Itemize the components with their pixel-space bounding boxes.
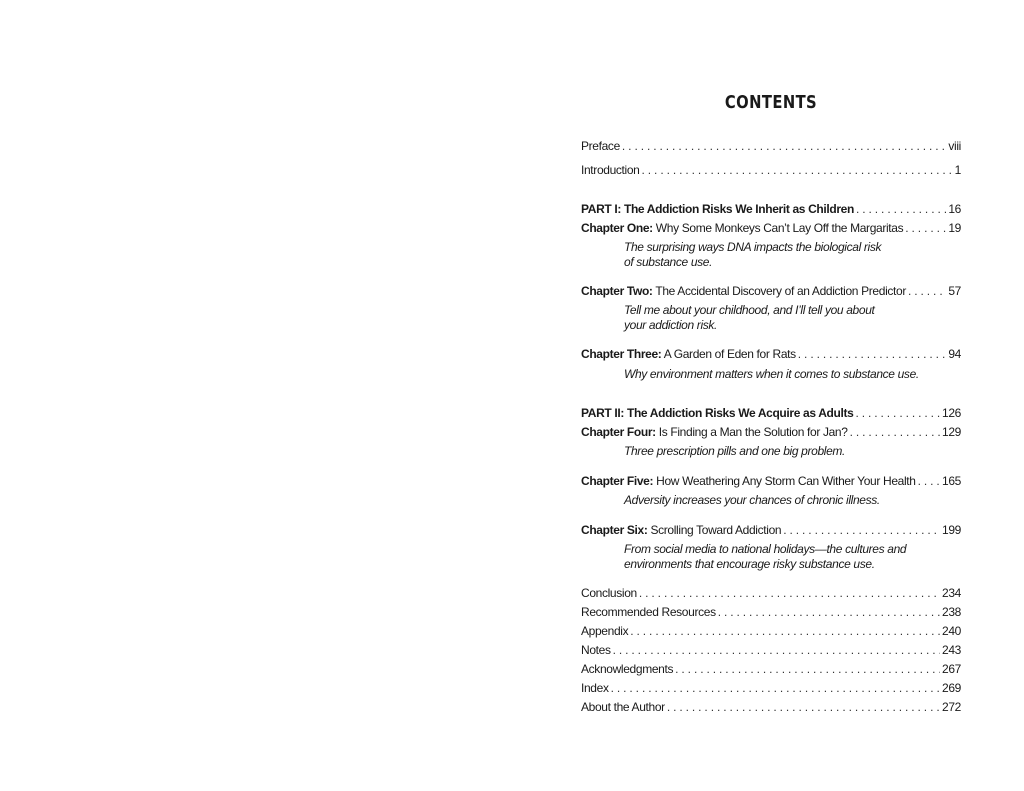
toc-entry-chapter-six[interactable]	[581, 522, 961, 538]
entry-label: Notes	[581, 643, 611, 657]
entry-prefix: Chapter Six:	[581, 523, 648, 537]
entry-page-number: 272	[942, 700, 961, 714]
dot-leader	[667, 699, 940, 715]
entry-prefix: PART II: The Addiction Risks We Acquire as Adults	[581, 406, 854, 420]
entry-page-number: 129	[942, 425, 961, 439]
entry-page-number: 165	[942, 474, 961, 488]
toc-entry-chapter-two[interactable]	[581, 283, 961, 299]
entry-label: The Accidental Discovery of an Addiction Predictor	[652, 284, 906, 298]
toc-entry-notes[interactable]	[581, 642, 961, 658]
entry-page-number: 243	[942, 643, 961, 657]
entry-page-number: 1	[954, 163, 961, 177]
toc-entry-part-two[interactable]	[581, 405, 961, 421]
entry-prefix: PART I: The Addiction Risks We Inherit as Children	[581, 202, 854, 216]
entry-label: Preface	[581, 139, 620, 153]
entry-label: Acknowledgments	[581, 662, 674, 676]
chapter-one-description: The surprising ways DNA impacts the biological risk of substance use.	[624, 240, 882, 269]
toc-entry-appendix[interactable]	[581, 623, 961, 639]
toc-entry-recommended-resources[interactable]	[581, 604, 961, 620]
entry-label: How Weathering Any Storm Can Wither Your Health	[653, 474, 916, 488]
entry-page-number: 94	[948, 347, 961, 361]
entry-label: Conclusion	[581, 586, 637, 600]
chapter-six-description: From social media to national holidays—the cultures and environments that encourage risky substance use.	[624, 542, 907, 571]
page-title: CONTENTS	[724, 92, 818, 113]
entry-page-number: 19	[948, 221, 961, 235]
entry-label: Recommended Resources	[581, 605, 716, 619]
dot-leader	[642, 162, 953, 178]
entry-page-number: 234	[942, 586, 961, 600]
entry-page-number: 240	[942, 624, 961, 638]
contents-page	[512, 0, 1024, 791]
dot-leader	[918, 473, 940, 489]
dot-leader	[850, 424, 940, 440]
entry-page-number: 16	[948, 202, 961, 216]
dot-leader	[908, 283, 946, 299]
entry-label: Scrolling Toward Addiction	[647, 523, 782, 537]
entry-prefix: Chapter Three:	[581, 347, 662, 361]
entry-page-number: 199	[942, 523, 961, 537]
toc-entry-about-the-author[interactable]	[581, 699, 961, 715]
chapter-three-description: Why environment matters when it comes to substance use.	[624, 367, 919, 381]
entry-page-number: 269	[942, 681, 961, 695]
toc-entry-index[interactable]	[581, 680, 961, 696]
dot-leader	[855, 405, 940, 421]
toc-entry-preface[interactable]	[581, 138, 961, 154]
dot-leader	[905, 220, 946, 236]
dot-leader	[613, 642, 940, 658]
entry-page-number: 267	[942, 662, 961, 676]
dot-leader	[856, 201, 946, 217]
toc-entry-part-one[interactable]	[581, 201, 961, 217]
chapter-five-description: Adversity increases your chances of chronic illness.	[624, 493, 880, 507]
toc-entry-chapter-three[interactable]	[581, 346, 961, 362]
entry-label: Why Some Monkeys Can’t Lay Off the Margaritas	[652, 221, 904, 235]
entry-prefix: Chapter One:	[581, 221, 653, 235]
entry-page-number: 126	[942, 406, 961, 420]
dot-leader	[630, 623, 940, 639]
chapter-two-description: Tell me about your childhood, and I’ll tell you about your addiction risk.	[624, 303, 875, 332]
toc-entry-conclusion[interactable]	[581, 585, 961, 601]
entry-page-number: viii	[948, 139, 961, 153]
entry-label: A Garden of Eden for Rats	[661, 347, 796, 361]
dot-leader	[798, 346, 947, 362]
dot-leader	[611, 680, 940, 696]
chapter-four-description: Three prescription pills and one big problem.	[624, 444, 846, 458]
toc-entry-chapter-four[interactable]	[581, 424, 961, 440]
entry-label: Index	[581, 681, 609, 695]
dot-leader	[622, 138, 946, 154]
toc-entry-acknowledgments[interactable]	[581, 661, 961, 677]
dot-leader	[718, 604, 940, 620]
toc-entry-chapter-five[interactable]	[581, 473, 961, 489]
dot-leader	[675, 661, 940, 677]
entry-label: About the Author	[581, 700, 665, 714]
entry-label: Introduction	[581, 163, 640, 177]
dot-leader	[639, 585, 940, 601]
toc-entry-chapter-one[interactable]	[581, 220, 961, 236]
dot-leader	[783, 522, 940, 538]
entry-page-number: 238	[942, 605, 961, 619]
entry-prefix: Chapter Four:	[581, 425, 656, 439]
toc-entry-introduction[interactable]	[581, 162, 961, 178]
entry-prefix: Chapter Five:	[581, 474, 654, 488]
entry-page-number: 57	[948, 284, 961, 298]
entry-label: Is Finding a Man the Solution for Jan?	[655, 425, 848, 439]
entry-label: Appendix	[581, 624, 629, 638]
entry-prefix: Chapter Two:	[581, 284, 653, 298]
